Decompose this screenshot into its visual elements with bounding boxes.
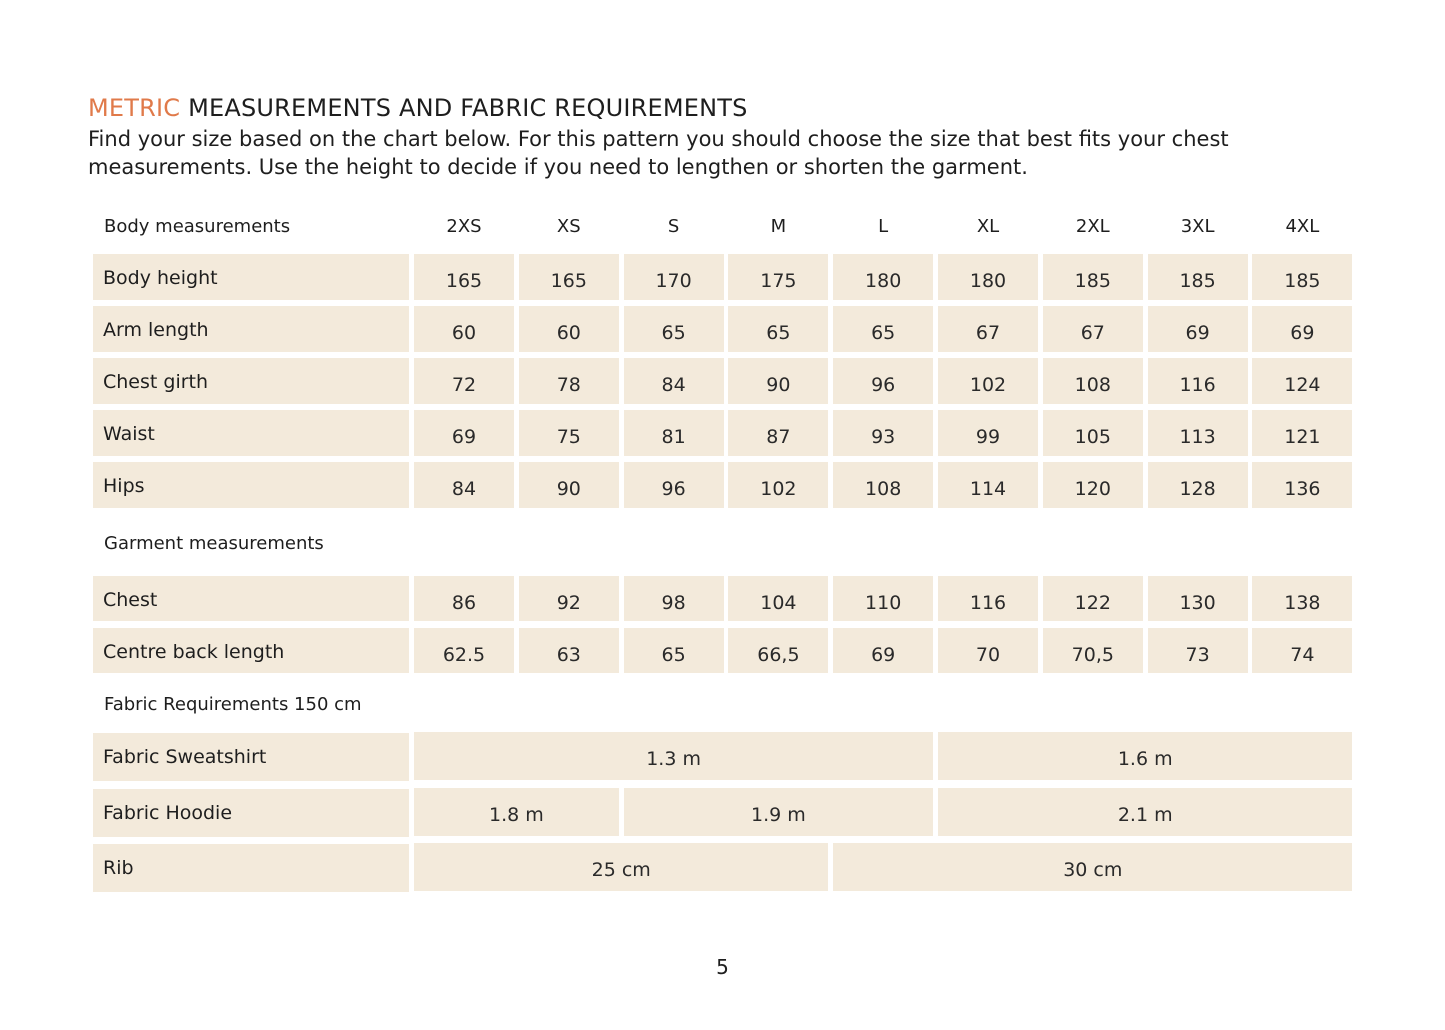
value-cell: 69 xyxy=(1252,306,1352,352)
value-cell: 65 xyxy=(833,306,933,352)
value-cell: 75 xyxy=(519,410,619,456)
value-cell: 66,5 xyxy=(728,628,828,673)
value-cell: 96 xyxy=(833,358,933,404)
page-title xyxy=(88,94,748,122)
value-cell: 116 xyxy=(938,576,1038,621)
value-cell: 170 xyxy=(624,254,724,300)
size-header-4xl: 4XL xyxy=(1285,216,1320,237)
value-cell: 69 xyxy=(1148,306,1248,352)
size-header-m: M xyxy=(770,216,787,237)
intro-line-2: measurements. Use the height to decide if you need to lengthen or shorten the garment. xyxy=(88,155,1028,179)
page-number: 5 xyxy=(716,955,729,979)
value-cell: 108 xyxy=(833,462,933,508)
value-cell: 65 xyxy=(624,628,724,673)
value-cell: 96 xyxy=(624,462,724,508)
size-header-2xs: 2XS xyxy=(446,216,482,237)
value-cell: 136 xyxy=(1252,462,1352,508)
value-cell: 130 xyxy=(1148,576,1248,621)
value-cell: 90 xyxy=(519,462,619,508)
value-cell: 185 xyxy=(1252,254,1352,300)
size-header-2xl: 2XL xyxy=(1075,216,1110,237)
value-cell: 185 xyxy=(1043,254,1143,300)
value-cell: 67 xyxy=(938,306,1038,352)
value-cell: 90 xyxy=(728,358,828,404)
garment-measurements-header: Garment measurements xyxy=(104,533,324,554)
value-cell: 72 xyxy=(414,358,514,404)
body-measurements-header: Body measurements xyxy=(104,216,291,237)
size-header-l: L xyxy=(878,216,889,237)
row-label: Centre back length xyxy=(93,628,409,673)
value-cell: 116 xyxy=(1148,358,1248,404)
value-cell: 104 xyxy=(728,576,828,621)
fabric-value-cell: 1.8 m xyxy=(414,788,619,836)
value-cell: 185 xyxy=(1148,254,1248,300)
value-cell: 60 xyxy=(519,306,619,352)
value-cell: 108 xyxy=(1043,358,1143,404)
value-cell: 113 xyxy=(1148,410,1248,456)
fabric-requirements-header: Fabric Requirements 150 cm xyxy=(104,694,362,715)
size-header-xl: XL xyxy=(976,216,1000,237)
value-cell: 62.5 xyxy=(414,628,514,673)
row-label: Rib xyxy=(93,844,409,892)
value-cell: 122 xyxy=(1043,576,1143,621)
value-cell: 110 xyxy=(833,576,933,621)
value-cell: 105 xyxy=(1043,410,1143,456)
value-cell: 70,5 xyxy=(1043,628,1143,673)
fabric-value-cell: 1.6 m xyxy=(938,732,1352,780)
value-cell: 120 xyxy=(1043,462,1143,508)
row-label: Chest girth xyxy=(93,358,409,404)
fabric-value-cell: 1.3 m xyxy=(414,732,933,780)
value-cell: 180 xyxy=(938,254,1038,300)
row-label: Fabric Sweatshirt xyxy=(93,733,409,781)
fabric-value-cell: 2.1 m xyxy=(938,788,1352,836)
value-cell: 69 xyxy=(833,628,933,673)
fabric-value-cell: 1.9 m xyxy=(624,788,934,836)
value-cell: 99 xyxy=(938,410,1038,456)
row-label: Hips xyxy=(93,462,409,508)
size-header-3xl: 3XL xyxy=(1180,216,1215,237)
title-rest: MEASUREMENTS AND FABRIC REQUIREMENTS xyxy=(180,94,748,122)
value-cell: 87 xyxy=(728,410,828,456)
value-cell: 63 xyxy=(519,628,619,673)
value-cell: 73 xyxy=(1148,628,1248,673)
value-cell: 93 xyxy=(833,410,933,456)
value-cell: 102 xyxy=(728,462,828,508)
value-cell: 84 xyxy=(624,358,724,404)
value-cell: 65 xyxy=(728,306,828,352)
value-cell: 84 xyxy=(414,462,514,508)
size-header-s: S xyxy=(667,216,680,237)
value-cell: 124 xyxy=(1252,358,1352,404)
value-cell: 180 xyxy=(833,254,933,300)
size-header-xs: XS xyxy=(556,216,581,237)
value-cell: 165 xyxy=(414,254,514,300)
fabric-value-cell: 25 cm xyxy=(414,843,828,891)
row-label: Fabric Hoodie xyxy=(93,789,409,837)
title-accent: METRIC xyxy=(88,94,181,122)
row-label: Waist xyxy=(93,410,409,456)
value-cell: 102 xyxy=(938,358,1038,404)
value-cell: 114 xyxy=(938,462,1038,508)
value-cell: 78 xyxy=(519,358,619,404)
value-cell: 138 xyxy=(1252,576,1352,621)
value-cell: 128 xyxy=(1148,462,1248,508)
intro-line-1: Find your size based on the chart below. For this pattern you should choose the size that best fits your chest xyxy=(88,127,1229,151)
value-cell: 98 xyxy=(624,576,724,621)
value-cell: 69 xyxy=(414,410,514,456)
value-cell: 70 xyxy=(938,628,1038,673)
value-cell: 67 xyxy=(1043,306,1143,352)
value-cell: 165 xyxy=(519,254,619,300)
value-cell: 121 xyxy=(1252,410,1352,456)
value-cell: 65 xyxy=(624,306,724,352)
value-cell: 74 xyxy=(1252,628,1352,673)
value-cell: 60 xyxy=(414,306,514,352)
value-cell: 92 xyxy=(519,576,619,621)
intro-text xyxy=(88,125,1288,181)
fabric-value-cell: 30 cm xyxy=(833,843,1352,891)
row-label: Arm length xyxy=(93,306,409,352)
value-cell: 86 xyxy=(414,576,514,621)
row-label: Body height xyxy=(93,254,409,300)
row-label: Chest xyxy=(93,576,409,621)
value-cell: 81 xyxy=(624,410,724,456)
value-cell: 175 xyxy=(728,254,828,300)
